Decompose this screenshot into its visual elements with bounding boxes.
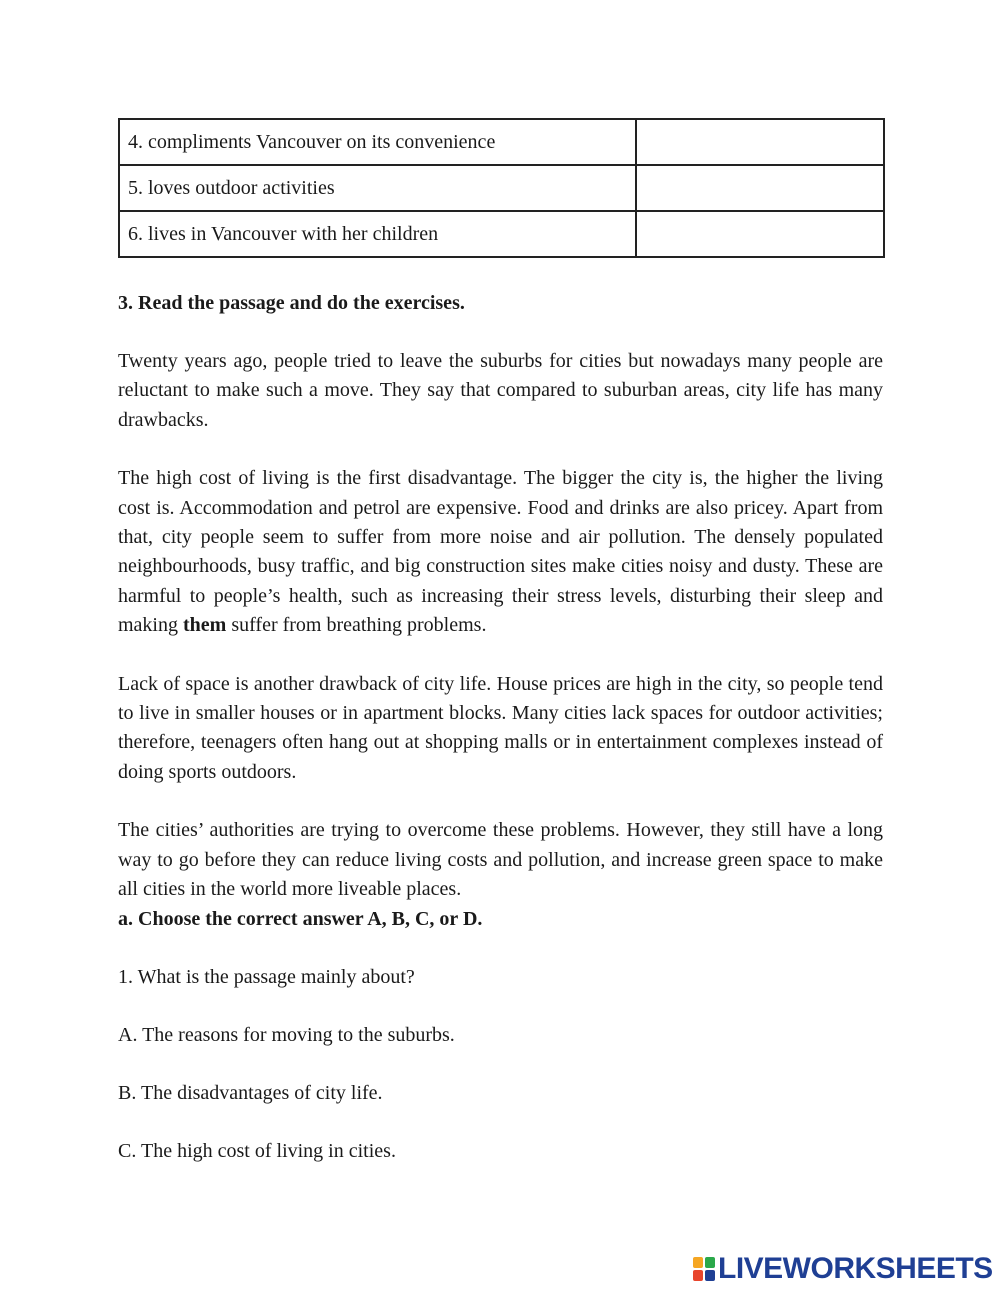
table-row — [119, 119, 884, 165]
answer-input[interactable] — [637, 120, 883, 164]
passage-paragraph-1: Twenty years ago, people tried to leave the suburbs for cities but nowadays many people are reluctant to make such a move. They say that compared to suburban areas, city life has many drawbacks. — [118, 350, 883, 431]
answer-input[interactable] — [637, 166, 883, 210]
logo-icon — [693, 1257, 715, 1281]
statement-cell: 4. compliments Vancouver on its convenience — [119, 119, 636, 165]
matching-table — [118, 118, 885, 258]
logo-block-icon — [705, 1257, 715, 1268]
statement-cell: 6. lives in Vancouver with her children — [119, 211, 636, 257]
exercise-heading: a. Choose the correct answer A, B, C, or D. — [118, 907, 483, 930]
passage-paragraph-3: Lack of space is another drawback of city life. House prices are high in the city, so people tend to live in smaller houses or in apartment blocks. Many cities lack spaces for outdoor activities; therefore, teenagers often hang out at shopping malls or in entertainment complexes instead of doing sports outdoors. — [118, 672, 883, 783]
paragraph-text: suffer from breathing problems. — [226, 614, 487, 637]
passage-paragraph-4: The cities’ authorities are trying to overcome these problems. However, they still have a long way to go before they can reduce living costs and pollution, and increase green space to make all cities in the world more liveable places. — [118, 819, 883, 901]
option-a[interactable]: A. The reasons for moving to the suburbs. — [118, 1023, 455, 1046]
answer-cell[interactable] — [636, 165, 884, 211]
answer-cell[interactable] — [636, 119, 884, 165]
logo-block-icon — [705, 1270, 715, 1281]
logo-block-icon — [693, 1257, 703, 1268]
table-row — [119, 165, 884, 211]
liveworksheets-logo — [693, 1254, 993, 1284]
paragraph-text: The high cost of living is the first disadvantage. The bigger the city is, the higher the living cost is. Accommodation and petrol are expensive. Food and drinks are also pricey. Apart from that, city people seem to suffer from more noise and air pollution. The densely populated neighbourhoods, busy traffic, and big construction sites make cities noisy and dusty. These are harmful to people’s health, such as increasing their stress levels, disturbing their sleep and making — [118, 467, 883, 637]
option-b[interactable]: B. The disadvantages of city life. — [118, 1081, 383, 1104]
answer-cell[interactable] — [636, 211, 884, 257]
logo-text: LIVEWORKSHEETS — [718, 1252, 993, 1285]
question-1: 1. What is the passage mainly about? — [118, 965, 415, 988]
answer-input[interactable] — [637, 212, 883, 256]
passage-paragraph-2 — [118, 464, 883, 640]
section-heading: 3. Read the passage and do the exercises. — [118, 292, 465, 314]
bold-word: them — [183, 614, 227, 637]
logo-block-icon — [693, 1270, 703, 1281]
option-c[interactable]: C. The high cost of living in cities. — [118, 1139, 396, 1162]
table-row — [119, 211, 884, 257]
statement-cell: 5. loves outdoor activities — [119, 165, 636, 211]
worksheet-page — [118, 118, 883, 1166]
